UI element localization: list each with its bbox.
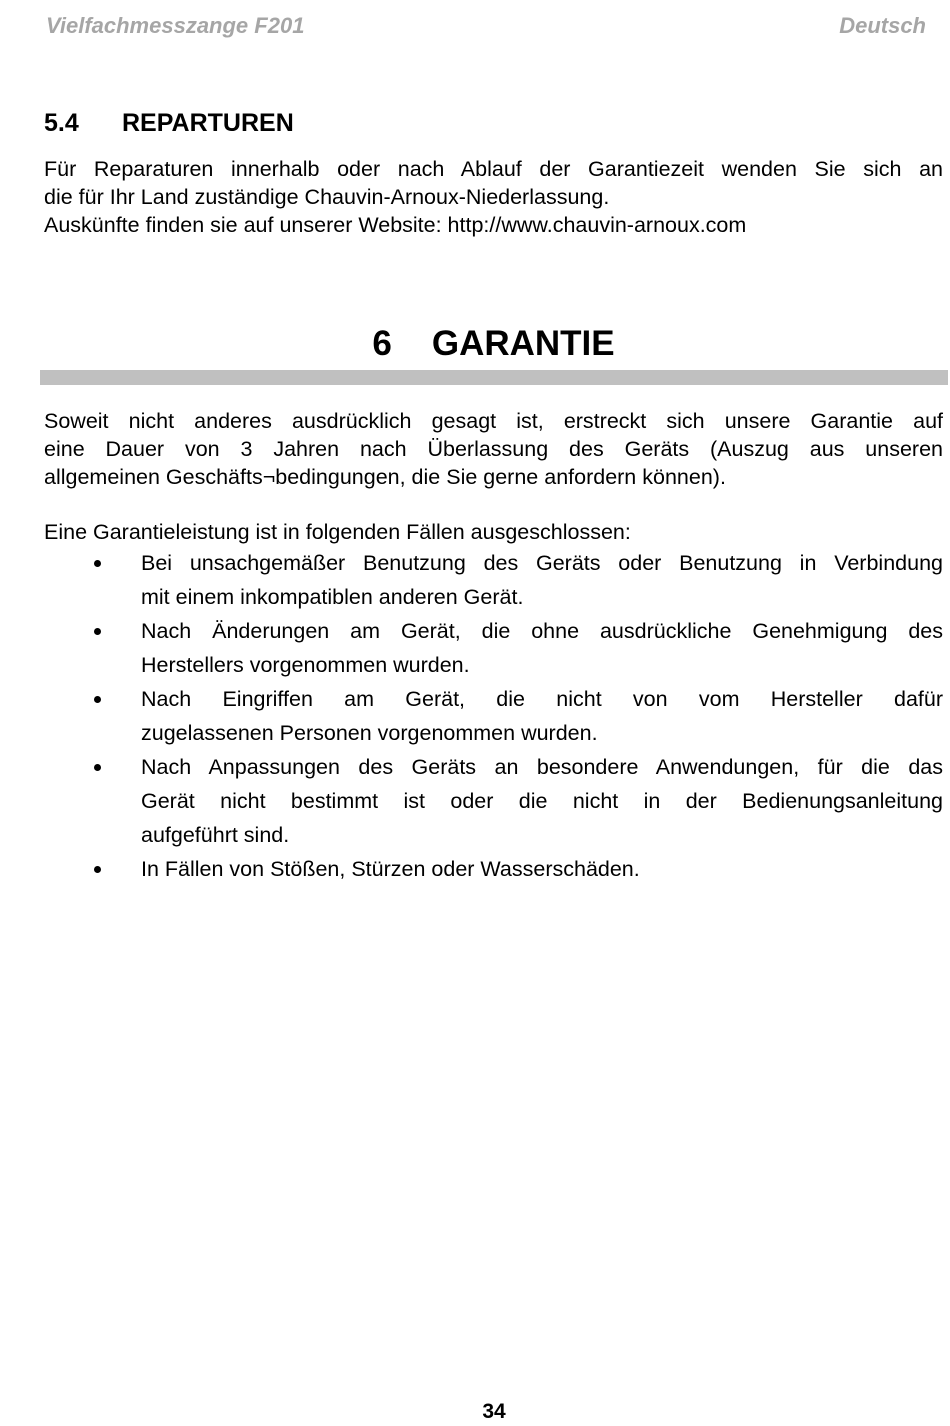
exclusions-list bbox=[44, 546, 943, 886]
list-item-line: Herstellers vorgenommen wurden. bbox=[141, 653, 470, 677]
paragraph-line: Für Reparaturen innerhalb oder nach Ablauf der Garantiezeit wenden Sie sich an bbox=[44, 157, 943, 181]
chapter-number: 6 bbox=[372, 324, 392, 363]
list-item-line: Nach Anpassungen des Geräts an besondere Anwendungen, für die das bbox=[141, 755, 943, 779]
section-title: REPARTUREN bbox=[122, 109, 294, 137]
list-item bbox=[44, 546, 943, 614]
header-document-title: Vielfachmesszange F201 bbox=[46, 13, 305, 38]
paragraph-line: eine Dauer von 3 Jahren nach Überlassung des Geräts (Auszug aus unseren bbox=[44, 437, 943, 461]
exclusions-intro: Eine Garantieleistung ist in folgenden Fällen ausgeschlossen: bbox=[44, 520, 631, 544]
list-item-line: zugelassenen Personen vorgenommen wurden. bbox=[141, 721, 598, 745]
list-item bbox=[44, 852, 943, 886]
bullet-icon bbox=[94, 560, 101, 567]
bullet-icon bbox=[94, 628, 101, 635]
paragraph-line: Auskünfte finden sie auf unserer Website: http://www.chauvin-arnoux.com bbox=[44, 213, 747, 237]
list-item-line: Gerät nicht bestimmt ist oder die nicht in der Bedienungsanleitung bbox=[141, 789, 943, 813]
list-item-line: mit einem inkompatiblen anderen Gerät. bbox=[141, 585, 524, 609]
repairs-paragraph bbox=[44, 155, 943, 239]
section-number: 5.4 bbox=[44, 109, 79, 137]
list-item-line: Nach Änderungen am Gerät, die ohne ausdrückliche Genehmigung des bbox=[141, 619, 943, 643]
paragraph-line: allgemeinen Geschäfts¬bedingungen, die Sie gerne anfordern können). bbox=[44, 465, 726, 489]
warranty-paragraph bbox=[44, 407, 943, 491]
header-language: Deutsch bbox=[839, 13, 926, 38]
list-item-line: Nach Eingriffen am Gerät, die nicht von vom Hersteller dafür bbox=[141, 687, 943, 711]
chapter-heading-warranty bbox=[40, 322, 947, 366]
list-item bbox=[44, 614, 943, 682]
paragraph-line: Soweit nicht anderes ausdrücklich gesagt ist, erstreckt sich unsere Garantie auf bbox=[44, 409, 943, 433]
chapter-divider-bar bbox=[40, 370, 948, 385]
bullet-icon bbox=[94, 764, 101, 771]
list-item bbox=[44, 682, 943, 750]
bullet-icon bbox=[94, 866, 101, 873]
chapter-title: GARANTIE bbox=[431, 324, 615, 363]
list-item-line: aufgeführt sind. bbox=[141, 823, 290, 847]
section-heading-repairs bbox=[44, 106, 294, 140]
list-item-line: Bei unsachgemäßer Benutzung des Geräts oder Benutzung in Verbindung bbox=[141, 551, 943, 575]
page-number: 34 bbox=[482, 1400, 506, 1423]
list-item-line: In Fällen von Stößen, Stürzen oder Wasserschäden. bbox=[141, 857, 640, 881]
list-item bbox=[44, 750, 943, 852]
bullet-icon bbox=[94, 696, 101, 703]
paragraph-line: die für Ihr Land zuständige Chauvin-Arnoux-Niederlassung. bbox=[44, 185, 610, 209]
